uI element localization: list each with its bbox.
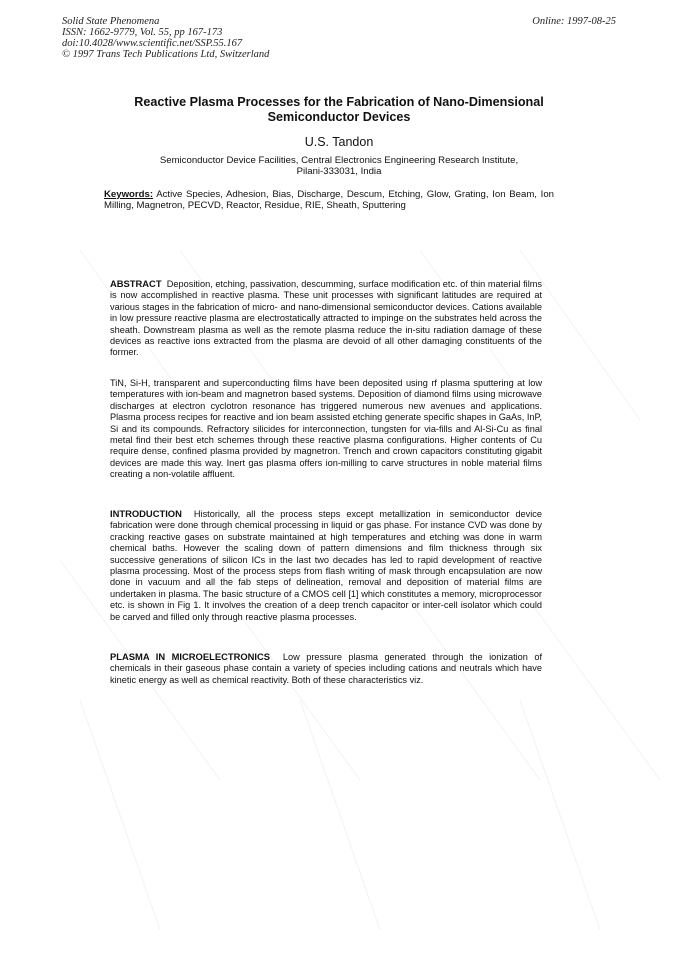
plasma-text: Low pressure plasma generated through the ionization of chemicals in their gaseous phase contain a variety of species including cations and neutrals which have kinetic energy as well as chemical reactivity. Both of these characteristics viz. xyxy=(110,652,542,685)
paper-title: Reactive Plasma Processes for the Fabrication of Nano-Dimensional Semiconductor Devices xyxy=(134,95,544,124)
publication-info xyxy=(62,16,269,60)
keywords-list: Active Species, Adhesion, Bias, Discharge, Descum, Etching, Glow, Grating, Ion Beam, Ion Milling, Magnetron, PECVD, Reactor, Residue, RIE, Sheath, Sputtering xyxy=(104,189,554,211)
abstract-section xyxy=(110,278,542,359)
introduction-section xyxy=(110,508,542,623)
paper-author: U.S. Tandon xyxy=(304,135,374,149)
journal-name: Solid State Phenomena xyxy=(62,16,160,27)
keywords xyxy=(104,189,554,211)
keywords-label: Keywords: xyxy=(104,189,154,200)
copyright-line: © 1997 Trans Tech Publications Ltd, Switzerland xyxy=(62,49,270,60)
introduction-heading: INTRODUCTION xyxy=(110,508,182,519)
introduction-text: Historically, all the process steps except metallization in semiconductor device fabrication were done through chemical processing in liquid or gas phase. For instance CVD was done by cracking reactive gases on substrate maintained at high temperatures and etching was done in warm chemical baths. However the scaling down of pattern dimensions and film thickness through six successive generations of silicon ICs in the last two decades has led to rapid development of reactive plasma processing. Most of the process steps from flash writing of mask through encapsulation are now done in vacuum and all the fab steps of delineation, removal and deposition of material films are undertaken in plasma. The basic structure of a CMOS cell [1] which constitutes a memory, microprocessor etc. is shown in Fig 1. It involves the creation of a deep trench capacitor or inter-cell isolator which could be carved and filled only through reactive plasma processes. xyxy=(110,509,542,622)
author-affiliation xyxy=(110,155,568,177)
abstract-heading: ABSTRACT xyxy=(110,278,162,289)
plasma-section xyxy=(110,651,542,686)
doi-line: doi:10.4028/www.scientific.net/SSP.55.167 xyxy=(62,38,243,49)
abstract-paragraph-2 xyxy=(110,378,542,481)
abstract-paragraph-2-text: TiN, Si-H, transparent and superconducting films have been deposited using rf plasma sputtering at low temperatures with ion-beam and magnetron based systems. Deposition of diamond films using microwave discharges at electron cyclotron resonance has triggered numerous new avenues and applications. Plasma process recipes for reactive and ion beam assisted etching generate specific shapes in GaAs, InP, Si and its compounds. Refractory silicides for interconnection, tungsten for via-fills and Al-Si-Cu as final metal find their best etch schemes through these reactive plasma configurations. Higher contents of Cu require dense, confined plasma provided by magnetron. Trench and crown capacitors constituting gigabit devices are made this way. Inert gas plasma offers ion-milling to carve structures in noble material films creating a non-volatile affluent. xyxy=(110,378,542,480)
issn-line: ISSN: 1662-9779, Vol. 55, pp 167-173 xyxy=(62,27,223,38)
plasma-heading: PLASMA IN MICROELECTRONICS xyxy=(110,651,271,662)
online-date: Online: 1997-08-25 xyxy=(532,16,616,27)
affiliation-line-2: Pilani-333031, India xyxy=(296,166,382,177)
abstract-text: Deposition, etching, passivation, descumming, surface modification etc. of thin material films is now accomplished in reactive plasma. These unit processes with significant latitudes are required at various stages in the fabrication of micro- and nano-dimensional semiconductor devices. Cations available in low pressure reactive plasma are electrostatically attracted to impinge on the substrates held across the sheath. Downstream plasma as well as the remote plasma reduce the in-situ radiation damage of these devices as reactive ions extracted from the plasma are devoid of all other damaging constituents of the former. xyxy=(110,279,542,358)
affiliation-line-1: Semiconductor Device Facilities, Central Electronics Engineering Research Institute, xyxy=(159,155,519,166)
